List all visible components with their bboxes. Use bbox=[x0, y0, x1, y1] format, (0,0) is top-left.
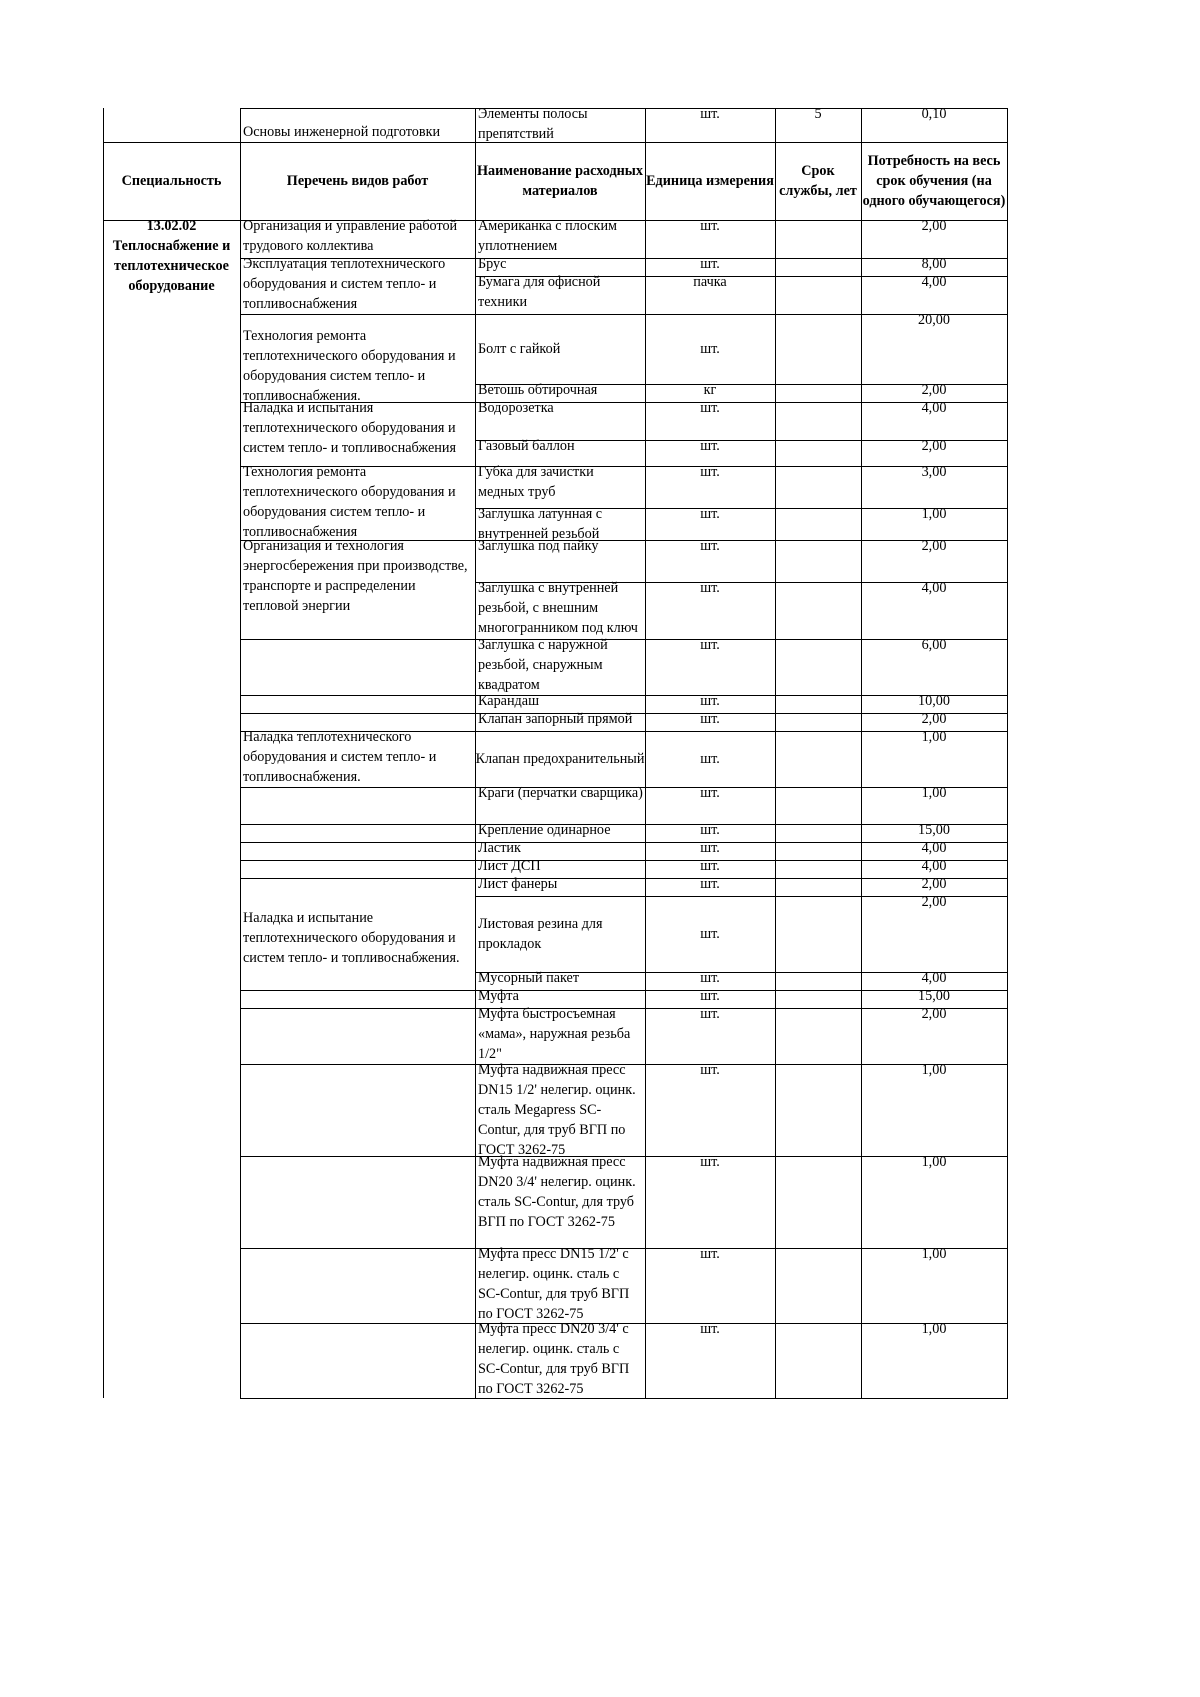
need-cell: 2,00 bbox=[921, 876, 947, 892]
grid-line bbox=[240, 787, 241, 824]
material-name: Водорозетка bbox=[478, 400, 554, 416]
unit-cell: шт. bbox=[700, 785, 720, 801]
grid-line bbox=[240, 1248, 476, 1249]
header-works: Перечень видов работ bbox=[286, 173, 429, 189]
need-cell: 3,00 bbox=[921, 464, 947, 480]
work-type-item: Эксплуатация теплотехнического оборудования и систем тепло- и топливоснабжения bbox=[243, 256, 446, 312]
header-materials: Наименование расходных материалов bbox=[477, 163, 643, 199]
top-row-life: 5 bbox=[814, 106, 822, 122]
grid-line bbox=[1007, 220, 1008, 1398]
material-name: Краги (перчатки сварщика) bbox=[478, 785, 643, 801]
grid-line bbox=[240, 639, 241, 695]
unit-cell: шт. bbox=[700, 926, 720, 942]
material-name: Муфта пресс DN15 1/2' с нелегир. оцинк. сталь с SC-Contur, для труб ВГП по ГОСТ 3262-75 bbox=[478, 1246, 630, 1322]
need-cell: 8,00 bbox=[921, 256, 947, 272]
material-name: Мусорный пакет bbox=[478, 970, 580, 986]
material-name: Лист ДСП bbox=[478, 858, 541, 874]
material-name: Муфта надвижная пресс DN20 3/4' нелегир. оцинк. сталь SC-Contur, для труб ВГП по ГОСТ 3262-75 bbox=[478, 1154, 636, 1230]
need-cell: 1,00 bbox=[921, 1062, 947, 1078]
grid-line bbox=[240, 639, 476, 640]
unit-cell: шт. bbox=[700, 256, 720, 272]
grid-line bbox=[240, 1323, 476, 1324]
need-cell: 2,00 bbox=[921, 894, 947, 910]
unit-cell: шт. bbox=[700, 400, 720, 416]
grid-line bbox=[240, 713, 476, 714]
need-cell: 2,00 bbox=[921, 538, 947, 554]
material-name: Муфта быстросъемная «мама», наружная резьба 1/2" bbox=[478, 1006, 631, 1062]
grid-line bbox=[240, 695, 241, 713]
material-name: Заглушка под пайку bbox=[478, 538, 599, 554]
material-name: Лист фанеры bbox=[478, 876, 558, 892]
grid-line bbox=[240, 787, 476, 788]
need-cell: 2,00 bbox=[921, 711, 947, 727]
need-cell: 4,00 bbox=[921, 400, 947, 416]
header-specialty: Специальность bbox=[121, 173, 222, 189]
top-row-work: Основы инженерной подготовки bbox=[243, 124, 441, 140]
unit-cell: шт. bbox=[700, 970, 720, 986]
work-type-item: Наладка теплотехнического оборудования и систем тепло- и топливоснабжения. bbox=[243, 729, 437, 785]
need-cell: 4,00 bbox=[921, 580, 947, 596]
need-cell: 4,00 bbox=[921, 970, 947, 986]
unit-cell: шт. bbox=[700, 538, 720, 554]
unit-cell: шт. bbox=[700, 1062, 720, 1078]
unit-cell: кг bbox=[703, 382, 717, 398]
unit-cell: шт. bbox=[700, 988, 720, 1004]
need-cell: 1,00 bbox=[921, 729, 947, 745]
material-name: Американка с плоским уплотнением bbox=[478, 218, 618, 254]
unit-cell: шт. bbox=[700, 438, 720, 454]
need-cell: 15,00 bbox=[918, 822, 950, 838]
material-name: Листовая резина для прокладок bbox=[478, 916, 603, 952]
unit-cell: шт. bbox=[700, 693, 720, 709]
grid-line bbox=[240, 1323, 241, 1398]
grid-line bbox=[240, 990, 476, 991]
grid-line bbox=[240, 1248, 241, 1323]
unit-cell: шт. bbox=[700, 580, 720, 596]
material-name: Газовый баллон bbox=[478, 438, 575, 454]
grid-line bbox=[240, 695, 476, 696]
need-cell: 10,00 bbox=[918, 693, 950, 709]
unit-cell: шт. bbox=[700, 858, 720, 874]
grid-line bbox=[240, 314, 476, 315]
grid-line bbox=[1007, 142, 1008, 220]
grid-line bbox=[240, 842, 476, 843]
need-cell: 1,00 bbox=[921, 506, 947, 522]
need-cell: 2,00 bbox=[921, 218, 947, 234]
grid-line bbox=[240, 824, 241, 842]
header-need: Потребность на весь срок обучения (на одного обучающегося) bbox=[862, 153, 1006, 209]
material-name: Брус bbox=[478, 256, 507, 272]
top-row-unit: шт. bbox=[700, 106, 720, 122]
unit-cell: шт. bbox=[700, 1321, 720, 1337]
specialty-code: 13.02.02 bbox=[146, 218, 197, 234]
specialty-name: Теплоснабжение и теплотехническое оборудование bbox=[112, 238, 231, 294]
grid-line bbox=[775, 220, 776, 1398]
grid-line bbox=[240, 860, 241, 878]
material-name: Муфта пресс DN20 3/4' с нелегир. оцинк. сталь с SC-Contur, для труб ВГП по ГОСТ 3262-75 bbox=[478, 1321, 630, 1397]
need-cell: 1,00 bbox=[921, 785, 947, 801]
need-cell: 1,00 bbox=[921, 1154, 947, 1170]
grid-line bbox=[240, 878, 476, 879]
grid-line bbox=[240, 1156, 476, 1157]
material-name: Ветошь обтирочная bbox=[478, 382, 598, 398]
grid-line bbox=[240, 1156, 241, 1248]
material-name: Болт с гайкой bbox=[478, 341, 561, 357]
grid-line bbox=[240, 824, 476, 825]
material-name: Заглушка с наружной резьбой, снаружным квадратом bbox=[478, 637, 608, 693]
work-type-item: Технология ремонта теплотехнического оборудования и оборудования систем тепло- и топливоснабжения bbox=[243, 464, 456, 540]
material-name: Заглушка латунная с внутренней резьбой bbox=[478, 506, 603, 542]
need-cell: 2,00 bbox=[921, 382, 947, 398]
grid-line bbox=[240, 860, 476, 861]
material-name: Клапан предохранительный bbox=[475, 751, 645, 767]
unit-cell: шт. bbox=[700, 637, 720, 653]
grid-line bbox=[240, 990, 241, 1008]
unit-cell: пачка bbox=[693, 274, 727, 290]
unit-cell: шт. bbox=[700, 876, 720, 892]
material-name: Муфта надвижная пресс DN15 1/2' нелегир. оцинк. сталь Megapress SC-Contur, для труб ВГП по ГОСТ 3262-75 bbox=[478, 1062, 636, 1158]
grid-line bbox=[240, 842, 241, 860]
material-name: Клапан запорный прямой bbox=[478, 711, 633, 727]
need-cell: 20,00 bbox=[918, 312, 950, 328]
work-type-item: Технология ремонта теплотехнического оборудования и оборудования систем тепло- и топливоснабжения. bbox=[243, 328, 456, 404]
unit-cell: шт. bbox=[700, 341, 720, 357]
unit-cell: шт. bbox=[700, 711, 720, 727]
unit-cell: шт. bbox=[700, 218, 720, 234]
unit-cell: шт. bbox=[700, 840, 720, 856]
need-cell: 1,00 bbox=[921, 1246, 947, 1262]
material-name: Заглушка с внутренней резьбой, с внешним многогранником под ключ bbox=[478, 580, 638, 636]
unit-cell: шт. bbox=[700, 1006, 720, 1022]
grid-line bbox=[240, 1398, 476, 1399]
material-name: Губка для зачистки медных труб bbox=[478, 464, 594, 500]
unit-cell: шт. bbox=[700, 464, 720, 480]
need-cell: 4,00 bbox=[921, 840, 947, 856]
need-cell: 6,00 bbox=[921, 637, 947, 653]
need-cell: 1,00 bbox=[921, 1321, 947, 1337]
unit-cell: шт. bbox=[700, 1246, 720, 1262]
grid-line bbox=[103, 108, 104, 1398]
grid-line bbox=[240, 1008, 241, 1064]
work-type-item: Наладка и испытание теплотехнического оборудования и систем тепло- и топливоснабжения. bbox=[243, 910, 460, 966]
material-name: Крепление одинарное bbox=[478, 822, 611, 838]
unit-cell: шт. bbox=[700, 822, 720, 838]
need-cell: 2,00 bbox=[921, 1006, 947, 1022]
grid-line bbox=[240, 1064, 241, 1156]
work-type-item: Организация и технология энергосбережения при производстве, транспорте и распределении тепловой энергии bbox=[243, 538, 468, 614]
unit-cell: шт. bbox=[700, 751, 720, 767]
header-unit: Единица измерения bbox=[646, 173, 774, 189]
material-name: Бумага для офисной техники bbox=[478, 274, 601, 310]
need-cell: 4,00 bbox=[921, 858, 947, 874]
top-row-need: 0,10 bbox=[921, 106, 947, 122]
material-name: Ластик bbox=[478, 840, 521, 856]
unit-cell: шт. bbox=[700, 1154, 720, 1170]
need-cell: 15,00 bbox=[918, 988, 950, 1004]
grid-line bbox=[240, 1064, 476, 1065]
need-cell: 4,00 bbox=[921, 274, 947, 290]
work-type-item: Организация и управление работой трудового коллектива bbox=[243, 218, 458, 254]
unit-cell: шт. bbox=[700, 506, 720, 522]
grid-line bbox=[240, 1008, 476, 1009]
material-name: Карандаш bbox=[478, 693, 539, 709]
consumables-table bbox=[103, 108, 1095, 1522]
need-cell: 2,00 bbox=[921, 438, 947, 454]
top-row-material: Элементы полосы препятствий bbox=[478, 106, 588, 142]
header-life: Срок службы, лет bbox=[779, 163, 857, 199]
material-name: Муфта bbox=[478, 988, 519, 1004]
work-type-item: Наладка и испытания теплотехнического оборудования и систем тепло- и топливоснабжения bbox=[243, 400, 456, 456]
grid-line bbox=[1007, 108, 1008, 142]
